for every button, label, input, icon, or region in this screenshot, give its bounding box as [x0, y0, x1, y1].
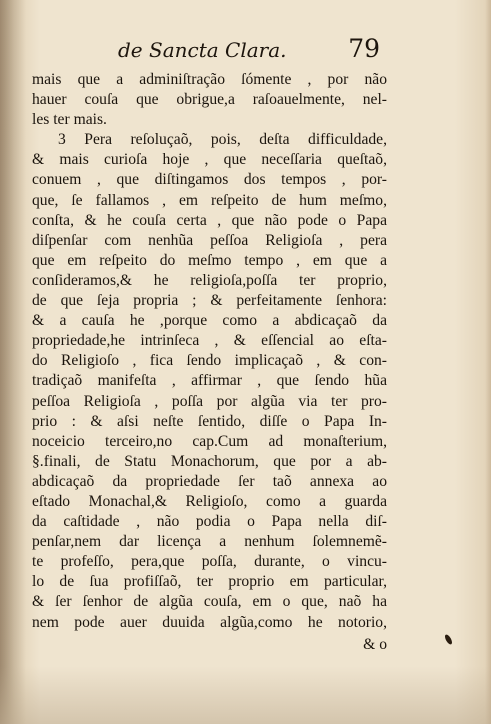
ink-speck	[444, 633, 454, 645]
text-line: lo de ſua profiſſaõ, ter proprio em particular,	[32, 573, 387, 591]
text-line: hauer couſa que obrigue,a raſoauelmente, nel-	[32, 91, 387, 109]
text-line: abdicaçaõ da propriedade ſer taõ annexa ao	[32, 472, 387, 490]
text-line: que em reſpeito do meſmo tempo , em que a	[32, 251, 387, 269]
text-line: §.finali, de Statu Monachorum, que por a ab-	[32, 452, 387, 470]
text-line: tradiçaõ manifeſta , affirmar , que ſendo hũa	[32, 372, 387, 390]
text-line: diſpenſar com nenhũa peſſoa Religioſa , pera	[32, 231, 387, 249]
text-line: da caſtidade , não podia o Papa nella diſ-	[32, 513, 387, 531]
text-line: que, ſe fallamos , em reſpeito de hum meſmo,	[32, 191, 387, 209]
body-text	[32, 70, 387, 633]
text-line: eſtado Monachal,& Religioſo, como a guarda	[32, 492, 387, 510]
text-line: noceicio terceiro,no cap.Cum ad monaſterium,	[32, 432, 387, 450]
text-line: do Religioſo , fica ſendo implicaçaõ , & con-	[32, 352, 387, 370]
text-line: peſſoa Religioſa , poſſa por algũa via ter pro-	[32, 392, 387, 410]
text-line: te profeſſo, pera,que poſſa, durante, o vincu-	[32, 553, 387, 571]
text-line: & mais curioſa hoje , que neceſſaria queſtaõ,	[32, 151, 387, 169]
text-line: penſar,nem dar licença a nenhum ſolemnemẽ-	[32, 533, 387, 551]
running-title: de Sancta Clara.	[118, 38, 287, 62]
text-line: & a cauſa he ,porque como a abdicaçaõ da	[32, 312, 387, 330]
text-line: & ſer ſenhor de algũa couſa, em o que, naõ ha	[32, 593, 387, 611]
text-line: 3 Pera reſoluçaõ, pois, deſta difficuldade,	[58, 131, 387, 149]
text-line: propriedade,he intrinſeca , & eſſencial ao eſta-	[32, 332, 387, 350]
page-header	[118, 34, 380, 66]
gutter-shadow	[0, 0, 26, 724]
text-line: prio : & aſsi neſte ſentido, diſſe o Papa In-	[32, 412, 387, 430]
text-line: conſta, & he couſa certa , que não pode o Papa	[32, 211, 387, 229]
text-line: de que ſeja propria ; & perfeitamente ſenhora:	[32, 292, 387, 310]
catchword: & o	[363, 636, 387, 653]
text-line: conuem , que diſtingamos dos tempos , por-	[32, 171, 387, 189]
page-bottom-shadow	[0, 666, 491, 724]
text-line: nem pode auer duuida algũa,como he notorio,	[32, 613, 387, 631]
text-line: les ter mais.	[32, 111, 107, 129]
page-number: 79	[348, 34, 380, 63]
text-line: conſideramos,& he religioſa,poſſa ter proprio,	[32, 271, 387, 289]
text-line: mais que a adminiſtração ſómente , por não	[32, 71, 387, 88]
